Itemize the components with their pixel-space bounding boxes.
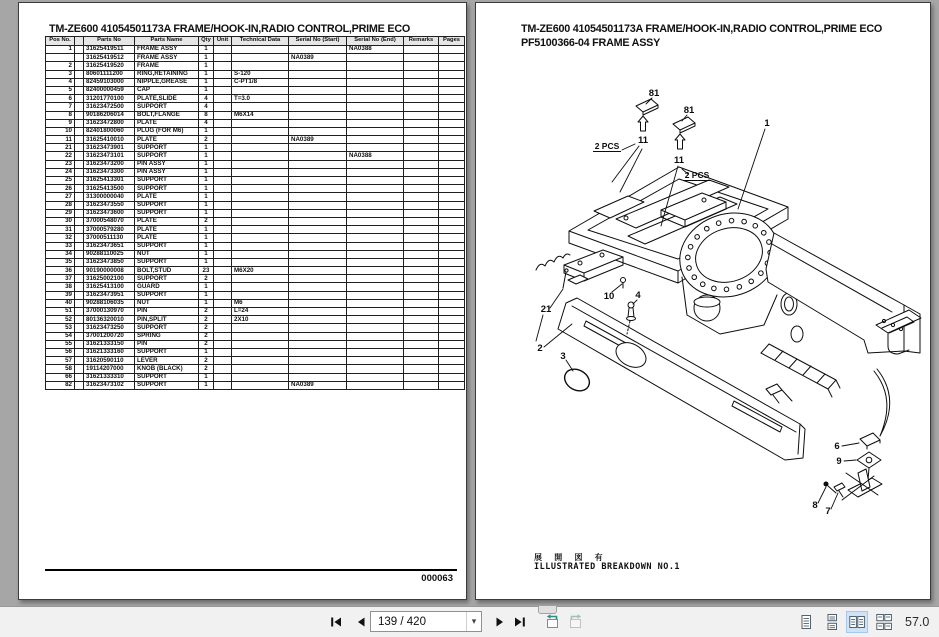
previous-page-icon [354, 615, 368, 629]
continuous-view-icon [824, 614, 840, 630]
table-row: 24 31623473300 PIN ASSY 1 [46, 168, 465, 176]
table-row: 55 31621333150 PIN 2 [46, 340, 465, 348]
table-row: 4 82459103000 NIPPLE,GREASE 1 C-PT1/8 [46, 78, 465, 86]
last-page-button[interactable] [509, 611, 531, 633]
column-header: Pages [439, 37, 465, 46]
single-page-view-button[interactable] [796, 612, 816, 632]
previous-page-button[interactable] [350, 611, 372, 633]
diagram-callout: 2 [537, 343, 543, 354]
column-header [75, 37, 84, 46]
table-row: 57 31620590110 LEVER 2 [46, 357, 465, 365]
page-left [18, 2, 467, 600]
table-row: 21 31623473901 SUPPORT 1 [46, 144, 465, 152]
column-header: Remarks [404, 37, 439, 46]
table-row: 27 31300000040 PLATE 1 [46, 193, 465, 201]
arm-part [766, 233, 921, 354]
table-row: 39 31623473951 SUPPORT 1 [46, 291, 465, 299]
diagram-callout: 4 [635, 290, 641, 301]
table-row: 22 31623473101 SUPPORT 1 NA0388 [46, 152, 465, 160]
guard-part [761, 344, 840, 403]
next-page-icon [493, 615, 507, 629]
next-view-icon [568, 614, 584, 630]
table-row: 32 37000511130 PLATE 1 [46, 234, 465, 242]
diagram-callout: 2 PCS [684, 170, 710, 180]
column-header: Serial No (Start) [289, 37, 347, 46]
first-page-button[interactable] [325, 611, 347, 633]
facing-view-icon [849, 614, 865, 630]
table-row: 56 31621333160 SUPPORT 1 [46, 348, 465, 356]
table-row: 58 19114207000 KNOB (BLACK) 2 [46, 365, 465, 373]
diagram-callout: 11 [673, 155, 685, 166]
diagram-callout: 9 [836, 456, 842, 467]
single-page-icon [798, 614, 814, 630]
table-row: 36 90190000008 BOLT,STUD 23 M6X20 [46, 267, 465, 275]
right-page-subtitle: PF5100366-04 FRAME ASSY [521, 36, 661, 49]
table-row: 3 80601111200 RING,RETAINING 1 S-120 [46, 70, 465, 78]
table-row: 82 31623473102 SUPPORT 1 NA0389 [46, 381, 465, 389]
table-row: 28 31623473550 SUPPORT 1 [46, 201, 465, 209]
column-header: Technical Data [232, 37, 289, 46]
column-header: Parts Name [135, 37, 199, 46]
table-row: 37 31625002100 SUPPORT 2 [46, 275, 465, 283]
table-row: 7 31623472500 SUPPORT 4 [46, 103, 465, 111]
table-row: 29 31623473600 SUPPORT 1 [46, 209, 465, 217]
footer-caption: ILLUSTRATED BREAKDOWN NO.1 [534, 562, 681, 572]
first-page-icon [329, 615, 343, 629]
column-header: Unit [214, 37, 232, 46]
table-row: 33 31623473651 SUPPORT 1 [46, 242, 465, 250]
table-row: 2 31625419520 FRAME 1 [46, 62, 465, 70]
facing-continuous-icon [876, 614, 892, 630]
table-row: 34 90288110025 NUT 1 [46, 250, 465, 258]
table-row: 30 37000548070 PLATE 2 [46, 217, 465, 225]
footer-cjk-text: 展 開 図 有 [534, 553, 608, 562]
table-row: 26 31625413500 SUPPORT 1 [46, 185, 465, 193]
parts-table [45, 36, 465, 390]
table-row: 6 31201770100 PLATE,SLIDE 4 T=3.0 [46, 95, 465, 103]
previous-view-icon [544, 614, 560, 630]
facing-continuous-view-button[interactable] [874, 612, 894, 632]
diagram-callout: 21 [540, 304, 552, 315]
left-bracket-part [536, 250, 623, 288]
plug-part [621, 278, 626, 289]
table-row: 8 90186206014 BOLT,FLANGE 8 M6X14 [46, 111, 465, 119]
sheet-number: 000063 [421, 573, 453, 584]
page-number-field[interactable] [370, 611, 482, 632]
diagram-callout: 81 [648, 88, 660, 99]
footer-rule [45, 569, 457, 571]
last-page-icon [513, 615, 527, 629]
exploded-diagram [476, 3, 932, 601]
page-field-value[interactable]: 139 / 420 [378, 615, 426, 628]
table-row: 66 31621333310 SUPPORT 1 [46, 373, 465, 381]
column-header: Pos No. [46, 37, 75, 46]
diagram-callout: 81 [683, 105, 695, 116]
next-page-button[interactable] [489, 611, 511, 633]
diagram-callout: 7 [825, 506, 831, 517]
table-row: 38 31625413100 GUARD 1 [46, 283, 465, 291]
dropdown-caret-icon[interactable]: ▾ [466, 612, 481, 631]
hook-detail-parts [824, 433, 882, 500]
table-row: 23 31623473200 PIN ASSY 1 [46, 160, 465, 168]
right-page-title: TM-ZE600 41054501173A FRAME/HOOK-IN,RADIO CONTROL,PRIME ECO [521, 23, 883, 35]
rotation-arrow [874, 369, 890, 436]
diagram-callout: 1 [764, 118, 770, 129]
left-page-title: TM-ZE600 41054501173A FRAME/HOOK-IN,RADIO CONTROL,PRIME ECO [49, 23, 411, 35]
previous-view-button[interactable] [541, 611, 563, 633]
table-row: 31625419512 FRAME ASSY 1 NA0389 [46, 54, 465, 62]
diagram-callout: 2 PCS [594, 141, 620, 151]
table-row: 52 80136320010 PIN,SPLIT 2 2X10 [46, 316, 465, 324]
diagram-callout: 10 [603, 291, 615, 302]
facing-view-button[interactable] [847, 612, 867, 632]
column-header: Qty [199, 37, 214, 46]
plate-part-2 [558, 298, 805, 460]
table-row: 5 82400000459 CAP 1 [46, 86, 465, 94]
diagram-callout: 3 [560, 351, 566, 362]
table-row: 9 31623472800 PLATE 4 [46, 119, 465, 127]
diagram-callout: 11 [637, 135, 649, 146]
diagram-callout: 6 [834, 441, 840, 452]
table-row: 31 37000579280 PLATE 1 [46, 226, 465, 234]
table-row: 10 82401800060 PLUG (FOR M6) 1 [46, 127, 465, 135]
column-header: Serial No (End) [347, 37, 404, 46]
ring-part-3 [561, 365, 593, 395]
table-row: 51 37000130970 PIN 2 L=24 [46, 308, 465, 316]
table-row: 53 31623473250 SUPPORT 2 [46, 324, 465, 332]
column-header: Parts No [84, 37, 135, 46]
table-row: 11 31625410010 PLATE 2 NA0389 [46, 136, 465, 144]
table-row: 40 90288106035 NUT 1 M6 [46, 299, 465, 307]
table-row: 54 37001200720 SPRING 2 [46, 332, 465, 340]
bottom-toolbar [0, 606, 939, 637]
table-row: 25 31625413301 SUPPORT 1 [46, 177, 465, 185]
diagram-callout: 8 [812, 500, 818, 511]
continuous-view-button[interactable] [822, 612, 842, 632]
table-header-row [46, 37, 465, 46]
zoom-level[interactable]: 57.0 [905, 615, 930, 629]
table-row: 35 31623473850 SUPPORT 1 [46, 258, 465, 266]
table-row: 1 31625419511 FRAME ASSY 1 NA0388 [46, 46, 465, 54]
next-view-button[interactable] [565, 611, 587, 633]
page-right [475, 2, 931, 600]
